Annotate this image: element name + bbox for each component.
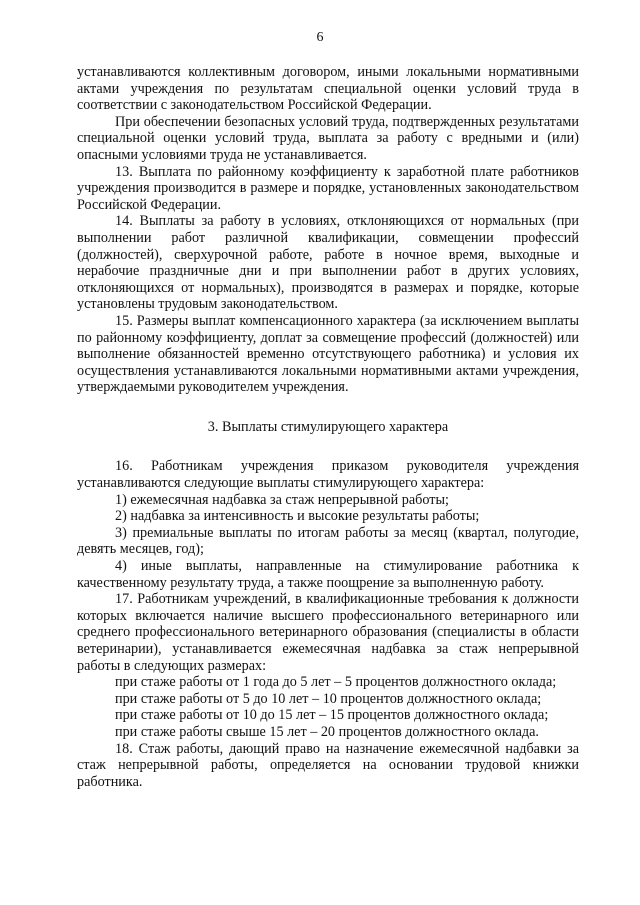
list-item-16-1: 1) ежемесячная надбавка за стаж непрерывной работы; [115,491,449,508]
paragraph-safe-conditions: При обеспечении безопасных условий труда, подтвержденных результатами специальной оценки условий труда, выплата за работу с вредными и (или) опасными условиями труда не устанавливается. [77,113,579,163]
stazh-line-4: при стаже работы свыше 15 лет – 20 процентов должностного оклада. [115,723,539,740]
page-number: 6 [316,30,324,45]
list-item-16-2: 2) надбавка за интенсивность и высокие результаты работы; [115,508,480,525]
paragraph-15: 15. Размеры выплат компенсационного характера (за исключением выплаты по районному коэффициенту, доплат за совмещение профессий (должностей) или выполнение обязанностей временно отсутствующего работника) и условия их осуществления устанавливаются локальными нормативными актами учреждения, утверждаемыми руководителем учреждения. [77,312,579,396]
list-item-16-3: 3) премиальные выплаты по итогам работы за месяц (квартал, полугодие, девять месяцев, год); [77,524,579,558]
paragraph-14: 14. Выплаты за работу в условиях, отклоняющихся от нормальных (при выполнении работ различной квалификации, совмещении профессий (должностей), сверхурочной работе, работе в ночное время, выходные и нерабочие праздничные дни и при выполнении работ в других условиях, отклоняющихся от нормальных), производятся в размерах и порядке, которые установлены трудовым законодательством. [77,213,579,313]
stazh-line-2: при стаже работы от 5 до 10 лет – 10 процентов должностного оклада; [115,690,542,707]
paragraph-18: 18. Стаж работы, дающий право на назначение ежемесячной надбавки за стаж непрерывной работы, определяется на основании трудовой книжки работника. [77,740,579,790]
paragraph-13: 13. Выплата по районному коэффициенту к заработной плате работников учреждения производится в размере и порядке, установленных законодательством Российской Федерации. [77,163,579,213]
section-heading: 3. Выплаты стимулирующего характера [207,418,449,435]
paragraph-17: 17. Работникам учреждений, в квалификационные требования к должности которых включается наличие высшего профессионального ветеринарного или среднего профессионального ветеринарного образования (специалисты в области ветеринарии), устанавливается ежемесячная надбавка за стаж непрерывной работы в следующих размерах: [77,591,579,674]
list-item-16-4: 4) иные выплаты, направленные на стимулирование работника к качественному результату труда, а также поощрение за выполненную работу. [77,558,579,591]
document-body [77,64,579,790]
stazh-line-3: при стаже работы от 10 до 15 лет – 15 процентов должностного оклада; [115,707,549,724]
paragraph-intro: устанавливаются коллективным договором, иными локальными нормативными актами учреждения по результатам специальной оценки условий труда в соответствии с законодательством Российской Федерации. [77,64,579,114]
stazh-line-1: при стаже работы от 1 года до 5 лет – 5 процентов должностного оклада; [115,674,557,691]
paragraph-16: 16. Работникам учреждения приказом руководителя учреждения устанавливаются следующие выплаты стимулирующего характера: [77,458,579,492]
